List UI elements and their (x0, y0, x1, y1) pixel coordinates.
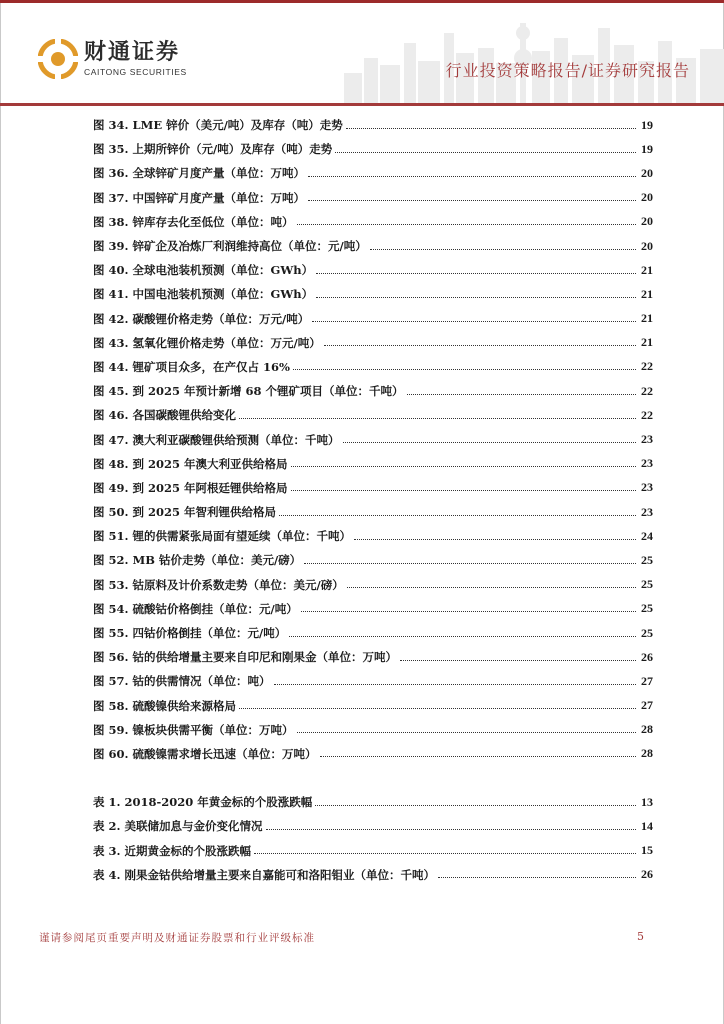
toc-entry-page: 21 (641, 286, 653, 301)
dot-leader (297, 732, 636, 733)
toc-figure-entry[interactable] (93, 524, 653, 548)
toc-entry-page: 19 (641, 117, 653, 132)
toc-entry-label: 图 43. 氢氧化锂价格走势（单位：万元/吨） (93, 335, 321, 350)
toc-figure-entry[interactable] (93, 282, 653, 306)
toc-entry-label: 图 59. 镍板块供需平衡（单位：万吨） (93, 722, 294, 737)
toc-entry-label: 图 48. 到 2025 年澳大利亚供给格局 (93, 456, 288, 471)
dot-leader (438, 877, 636, 878)
dot-leader (316, 297, 636, 298)
dot-leader (407, 394, 636, 395)
toc-entry-page: 20 (641, 214, 653, 229)
toc-figure-entry[interactable] (93, 427, 653, 451)
toc-entry-label: 图 44. 锂矿项目众多，在产仅占 16% (93, 359, 290, 374)
toc-entry-page: 25 (641, 552, 653, 567)
toc-entry-label: 图 53. 钴原料及计价系数走势（单位：美元/磅） (93, 577, 344, 592)
dot-leader (279, 515, 636, 516)
toc-figure-entry[interactable] (93, 379, 653, 403)
toc-entry-label: 图 55. 四钴价格倒挂（单位：元/吨） (93, 626, 287, 641)
dot-leader (239, 708, 636, 709)
footer-disclaimer: 谨请参阅尾页重要声明及财通证券股票和行业评级标准 (39, 932, 315, 944)
toc-entry-label: 表 3. 近期黄金标的个股涨跌幅 (93, 843, 252, 858)
dot-leader (347, 587, 636, 588)
dot-leader (301, 611, 636, 612)
dot-leader (400, 660, 636, 661)
dot-leader (370, 249, 636, 250)
toc-table-entry[interactable] (93, 814, 653, 838)
toc-figure-entry[interactable] (93, 137, 653, 161)
toc-figure-entry[interactable] (93, 355, 653, 379)
dot-leader (254, 853, 636, 854)
toc-entry-page: 24 (641, 528, 653, 543)
toc-entry-page: 26 (641, 649, 653, 664)
toc-entry-label: 图 49. 到 2025 年阿根廷锂供给格局 (93, 480, 288, 495)
toc-entry-page: 25 (641, 625, 653, 640)
toc-entry-page: 23 (641, 456, 653, 471)
toc-entry-page: 19 (641, 141, 653, 156)
toc-entry-label: 图 54. 硫酸钴价格倒挂（单位：元/吨） (93, 601, 298, 616)
toc-entry-page: 13 (641, 794, 653, 809)
toc-entry-page: 21 (641, 335, 653, 350)
toc-entry-label: 图 41. 中国电池装机预测（单位：GWh） (93, 287, 314, 302)
toc-table-entry[interactable] (93, 838, 653, 862)
dot-leader (274, 684, 636, 685)
toc-entry-label: 图 40. 全球电池装机预测（单位：GWh） (93, 263, 314, 278)
table-of-contents (93, 113, 653, 887)
toc-figure-entry[interactable] (93, 573, 653, 597)
dot-leader (308, 200, 636, 201)
toc-entry-label: 图 38. 锌库存去化至低位（单位：吨） (93, 214, 294, 229)
table-list (93, 790, 653, 887)
dot-leader (266, 829, 636, 830)
left-page-edge (0, 0, 1, 1024)
page-header (0, 3, 724, 105)
toc-entry-page: 28 (641, 722, 653, 737)
toc-entry-page: 20 (641, 165, 653, 180)
toc-entry-page: 20 (641, 190, 653, 205)
toc-entry-label: 图 34. LME 锌价（美元/吨）及库存（吨）走势 (93, 118, 343, 133)
section-gap (93, 766, 653, 790)
city-skyline-watermark (344, 3, 724, 105)
toc-entry-page: 22 (641, 407, 653, 422)
toc-figure-entry[interactable] (93, 258, 653, 282)
toc-entry-page: 23 (641, 504, 653, 519)
toc-entry-label: 表 1. 2018-2020 年黄金标的个股涨跌幅 (93, 795, 313, 810)
toc-figure-entry[interactable] (93, 621, 653, 645)
toc-figure-entry[interactable] (93, 694, 653, 718)
toc-entry-page: 21 (641, 311, 653, 326)
toc-figure-entry[interactable] (93, 186, 653, 210)
dot-leader (315, 805, 636, 806)
toc-entry-page: 23 (641, 480, 653, 495)
toc-entry-page: 15 (641, 843, 653, 858)
toc-entry-label: 图 37. 中国锌矿月度产量（单位：万吨） (93, 190, 306, 205)
toc-entry-label: 表 2. 美联储加息与金价变化情况 (93, 819, 263, 834)
caitong-logo (38, 39, 187, 79)
toc-entry-label: 图 35. 上期所锌价（元/吨）及库存（吨）走势 (93, 142, 333, 157)
toc-entry-label: 图 51. 锂的供需紧张局面有望延续（单位：千吨） (93, 529, 352, 544)
dot-leader (289, 636, 636, 637)
dot-leader (297, 224, 636, 225)
toc-entry-label: 图 46. 各国碳酸锂供给变化 (93, 408, 237, 423)
dot-leader (291, 466, 636, 467)
toc-entry-page: 22 (641, 383, 653, 398)
toc-entry-label: 图 45. 到 2025 年预计新增 68 个锂矿项目（单位：千吨） (93, 384, 404, 399)
toc-entry-page: 14 (641, 818, 653, 833)
toc-entry-label: 图 36. 全球锌矿月度产量（单位：万吨） (93, 166, 306, 181)
toc-entry-page: 28 (641, 746, 653, 761)
dot-leader (335, 152, 636, 153)
toc-figure-entry[interactable] (93, 113, 653, 137)
figure-list (93, 113, 653, 766)
dot-leader (343, 442, 636, 443)
toc-table-entry[interactable] (93, 863, 653, 887)
toc-entry-label: 图 47. 澳大利亚碳酸锂供给预测（单位：千吨） (93, 432, 340, 447)
toc-entry-label: 图 52. MB 钴价走势（单位：美元/磅） (93, 553, 302, 568)
toc-entry-label: 表 4. 刚果金钴供给增量主要来自嘉能可和洛阳钼业（单位：千吨） (93, 867, 436, 882)
toc-entry-label: 图 42. 碳酸锂价格走势（单位：万元/吨） (93, 311, 310, 326)
toc-entry-page: 21 (641, 262, 653, 277)
toc-figure-entry[interactable] (93, 403, 653, 427)
toc-entry-label: 图 58. 硫酸镍供给来源格局 (93, 698, 237, 713)
toc-entry-label: 图 39. 锌矿企及冶炼厂利润维持高位（单位：元/吨） (93, 239, 367, 254)
dot-leader (239, 418, 636, 419)
dot-leader (320, 756, 636, 757)
logo-chinese-name: 财通证券 (84, 40, 181, 65)
caitong-logo-icon (38, 39, 78, 79)
report-type-title: 行业投资策略报告/证券研究报告 (445, 61, 690, 80)
toc-entry-label: 图 56. 钴的供给增量主要来自印尼和刚果金（单位：万吨） (93, 650, 398, 665)
header-divider (0, 103, 724, 106)
toc-figure-entry[interactable] (93, 718, 653, 742)
toc-entry-page: 20 (641, 238, 653, 253)
toc-entry-label: 图 60. 硫酸镍需求增长迅速（单位：万吨） (93, 746, 317, 761)
toc-entry-page: 26 (641, 867, 653, 882)
toc-entry-page: 23 (641, 432, 653, 447)
dot-leader (308, 176, 636, 177)
toc-figure-entry[interactable] (93, 548, 653, 572)
logo-english-name: CAITONG SECURITIES (84, 67, 187, 77)
toc-figure-entry[interactable] (93, 331, 653, 355)
toc-entry-page: 27 (641, 673, 653, 688)
dot-leader (291, 490, 636, 491)
dot-leader (324, 345, 636, 346)
dot-leader (354, 539, 636, 540)
toc-figure-entry[interactable] (93, 476, 653, 500)
page-number: 5 (637, 930, 644, 943)
toc-figure-entry[interactable] (93, 500, 653, 524)
toc-figure-entry[interactable] (93, 161, 653, 185)
dot-leader (316, 273, 636, 274)
toc-entry-label: 图 50. 到 2025 年智利锂供给格局 (93, 505, 277, 520)
toc-figure-entry[interactable] (93, 234, 653, 258)
toc-entry-page: 25 (641, 601, 653, 616)
toc-figure-entry[interactable] (93, 210, 653, 234)
toc-entry-page: 22 (641, 359, 653, 374)
dot-leader (346, 128, 636, 129)
toc-entry-page: 27 (641, 698, 653, 713)
toc-table-entry[interactable] (93, 790, 653, 814)
toc-figure-entry[interactable] (93, 597, 653, 621)
toc-figure-entry[interactable] (93, 645, 653, 669)
toc-figure-entry[interactable] (93, 452, 653, 476)
toc-figure-entry[interactable] (93, 742, 653, 766)
dot-leader (312, 321, 636, 322)
dot-leader (304, 563, 636, 564)
toc-figure-entry[interactable] (93, 307, 653, 331)
toc-entry-label: 图 57. 钴的供需情况（单位：吨） (93, 674, 271, 689)
toc-entry-page: 25 (641, 577, 653, 592)
toc-figure-entry[interactable] (93, 669, 653, 693)
dot-leader (293, 369, 636, 370)
